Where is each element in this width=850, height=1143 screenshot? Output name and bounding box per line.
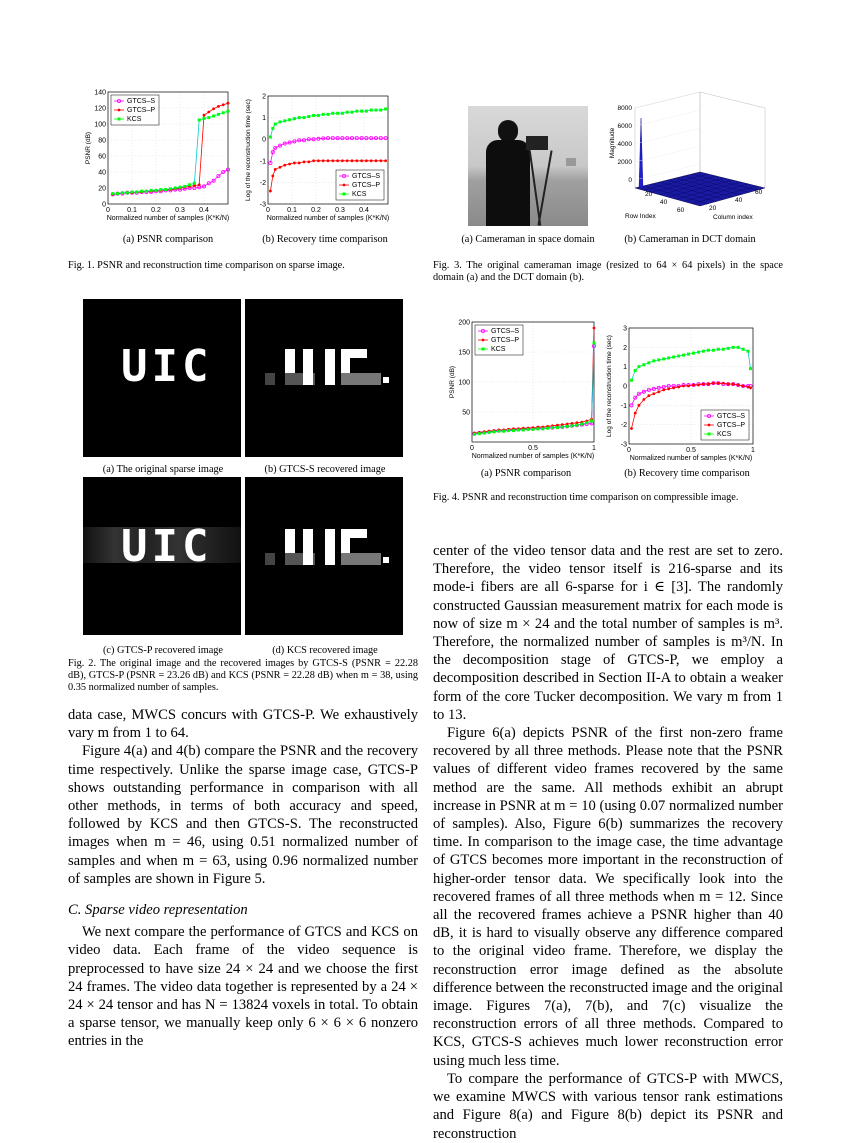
x-axis-label: Normalized number of samples (K*K/N) [106, 215, 230, 222]
y-axis-label: Log of the reconstruction time (sec) [245, 99, 252, 201]
y-tick-label: 0 [102, 201, 106, 209]
data-point [288, 118, 291, 121]
left-column [68, 706, 418, 1051]
data-point [269, 136, 272, 139]
data-point [687, 353, 690, 356]
data-point [379, 109, 382, 112]
section-heading: C. Sparse video representation [68, 902, 248, 919]
data-point [169, 187, 172, 190]
data-point [707, 383, 710, 386]
y-tick-label: 150 [458, 349, 470, 357]
y-tick-label: 0 [623, 383, 627, 391]
data-point [647, 394, 650, 397]
data-point [269, 190, 272, 193]
legend-label: KCS [491, 346, 506, 353]
data-point [742, 348, 745, 351]
data-point [303, 160, 306, 163]
legend-label: GTCS–P [717, 422, 746, 429]
z-axis-label: Magnitude [609, 127, 616, 159]
x-tick-label: 0.1 [287, 207, 297, 214]
data-point [561, 426, 564, 429]
fig3-sub-b: (b) Cameraman in DCT domain [624, 234, 756, 245]
data-point [652, 392, 655, 395]
legend-label: GTCS–P [491, 337, 520, 344]
fig4a-chart [446, 314, 604, 464]
fig1-caption: Fig. 1. PSNR and reconstruction time comparison on sparse image. [68, 260, 345, 271]
data-point [502, 430, 505, 433]
data-point [682, 354, 685, 357]
data-point [159, 188, 162, 191]
data-point [657, 358, 660, 361]
y-tick-label: -1 [620, 402, 627, 410]
data-point [293, 162, 296, 165]
data-point [637, 365, 640, 368]
gridline [635, 92, 700, 108]
y-tick-label: 200 [458, 319, 470, 327]
y-tick-label: 1 [262, 115, 266, 123]
left-paragraph-2: We next compare the performance of GTCS and KCS on video data. Each frame of the video sequence is preprocessed to have size 24 × 24 and we choose the first 24 frames. The video data together is represented by a 24 × 24 × 24 tensor and has N = 13824 voxels in total. To obtain a sparse tensor, we manually keep only 6 × 6 × 6 nonzero entries in the [68, 924, 418, 1050]
data-point [155, 189, 158, 192]
data-point [293, 117, 296, 120]
data-point [198, 183, 201, 186]
fig4b-chart [605, 314, 763, 464]
x-axis-label: Normalized number of samples (K*K/N) [471, 453, 595, 460]
data-point [717, 348, 720, 351]
x-tick-label: 0 [266, 207, 270, 214]
data-point [336, 159, 339, 162]
data-point [727, 383, 730, 386]
legend-label: KCS [352, 191, 367, 198]
y-tick-label: 140 [94, 89, 106, 97]
fig4-sub-b: (b) Recovery time comparison [624, 468, 750, 479]
data-point [517, 429, 520, 432]
data-point [336, 112, 339, 115]
legend-marker [708, 433, 711, 436]
data-point [360, 110, 363, 113]
y-tick-label: -2 [259, 179, 266, 187]
data-point [585, 421, 588, 424]
z-tick-label: 4000 [617, 141, 632, 148]
y-tick-label: 2 [623, 344, 627, 352]
fig1b-chart [245, 88, 394, 236]
data-point [174, 187, 177, 190]
x-tick-label: 1 [592, 445, 596, 452]
fig3-caption: Fig. 3. The original cameraman image (resized to 64 × 64 pixels) in the space domain (a) and the DCT domain (b). [433, 260, 783, 284]
y-tick-label: -3 [620, 441, 627, 449]
y-tick-label: 2 [262, 93, 266, 101]
legend-label: GTCS–S [352, 173, 381, 180]
data-point [512, 429, 515, 432]
data-point [712, 382, 715, 385]
data-point [652, 359, 655, 362]
data-point [384, 107, 387, 110]
data-point [687, 385, 690, 388]
x-tick-label: 0 [470, 445, 474, 452]
data-point [384, 159, 387, 162]
data-point [179, 186, 182, 189]
y-tick-label: -1 [259, 158, 266, 166]
gtcs-s-recovered-image [245, 299, 403, 457]
legend-marker [343, 184, 346, 187]
z-tick-label: 6000 [617, 123, 632, 130]
data-point [365, 110, 368, 113]
data-point [222, 111, 225, 114]
data-point [642, 363, 645, 366]
data-point [566, 425, 569, 428]
data-point [590, 420, 593, 423]
data-point [630, 427, 633, 430]
data-point [551, 426, 554, 429]
data-point [312, 114, 315, 117]
data-point [593, 327, 596, 330]
z-tick-label: 8000 [617, 105, 632, 112]
data-point [672, 387, 675, 390]
data-point [702, 350, 705, 353]
y-axis-label: PSNR (dB) [449, 365, 456, 399]
x-tick-label: 0.5 [528, 445, 538, 452]
data-point [692, 352, 695, 355]
data-point [164, 188, 167, 191]
fig2-sub-d: (d) KCS recovered image [272, 645, 378, 656]
data-point [634, 369, 637, 372]
data-point [207, 111, 210, 114]
y-tick-label: 40 [735, 197, 743, 204]
data-point [360, 159, 363, 162]
x-tick-label: 0.2 [151, 207, 161, 214]
y-tick-label: 120 [94, 105, 106, 113]
data-point [131, 191, 134, 194]
fig1-sub-b: (b) Recovery time comparison [262, 234, 388, 245]
data-point [183, 185, 186, 188]
fig2-caption: Fig. 2. The original image and the recovered images by GTCS-S (PSNR = 22.28 dB), GTCS-P (PSNR = 23.26 dB) and KCS (PSNR = 22.28 dB) when m = 38, using 0.35 normalized number of samples. [68, 658, 418, 694]
data-point [312, 159, 315, 162]
data-point [135, 191, 138, 194]
data-point [317, 114, 320, 117]
left-paragraph-1: Figure 4(a) and 4(b) compare the PSNR and the recovery time respectively. Unlike the sparse image case, GTCS-P shows outstanding performance in comparison with all other methods, in terms of both accuracy and speed, followed by KCS and then GTCS-S. The reconstructed images when m = 46, using 0.51 normalized number of samples and when m = 63, using 0.96 normalized number of samples are shown in Figure 5. [68, 743, 418, 887]
series-line-GTCS–S [474, 346, 594, 434]
legend-marker [482, 348, 485, 351]
data-point [737, 384, 740, 387]
y-tick-label: -2 [620, 422, 627, 430]
data-point [327, 113, 330, 116]
data-point [692, 384, 695, 387]
x-tick-label: 0.4 [359, 207, 369, 214]
x-axis-label: Normalized number of samples (K*K/N) [266, 215, 390, 222]
left-paragraph-0: data case, MWCS concurs with GTCS-P. We exhaustively vary m from 1 to 64. [68, 707, 418, 742]
data-point [307, 160, 310, 163]
data-point [662, 357, 665, 360]
y-axis-label: PSNR (dB) [85, 131, 92, 165]
data-point [379, 159, 382, 162]
data-point [279, 120, 282, 123]
y-tick-label: 50 [462, 409, 470, 417]
kcs-recovered-image [245, 477, 403, 635]
data-point [227, 102, 230, 105]
z-tick-label: 0 [628, 177, 632, 184]
data-point [747, 350, 750, 353]
data-point [145, 190, 148, 193]
data-point [657, 390, 660, 393]
data-point [702, 383, 705, 386]
legend-marker [482, 339, 485, 342]
data-point [712, 349, 715, 352]
data-point [541, 427, 544, 430]
data-point [375, 159, 378, 162]
data-point [749, 367, 752, 370]
data-point [575, 424, 578, 427]
data-point [341, 112, 344, 115]
x-tick-label: 0.1 [127, 207, 137, 214]
data-point [630, 379, 633, 382]
legend-marker [118, 118, 121, 121]
data-point [307, 115, 310, 118]
x-tick-label: 0.3 [335, 207, 345, 214]
y-tick-label: 0 [262, 136, 266, 144]
fig3-sub-a: (a) Cameraman in space domain [461, 234, 595, 245]
data-point [478, 432, 481, 435]
data-point [682, 385, 685, 388]
data-point [532, 428, 535, 431]
data-point [697, 384, 700, 387]
data-point [126, 191, 129, 194]
x-axis-label: Row Index [625, 213, 656, 220]
data-point [116, 192, 119, 195]
data-point [536, 427, 539, 430]
side-wall [700, 92, 765, 188]
data-point [331, 112, 334, 115]
data-point [722, 382, 725, 385]
data-point [497, 430, 500, 433]
y-tick-label: 3 [623, 325, 627, 333]
x-tick-label: 0 [106, 207, 110, 214]
data-point [527, 428, 530, 431]
dc-spike [639, 118, 643, 188]
data-point [571, 424, 574, 427]
data-point [662, 388, 665, 391]
data-point [150, 189, 153, 192]
data-point [370, 109, 373, 112]
data-point [288, 163, 291, 166]
right-paragraph-1: Figure 6(a) depicts PSNR of the first non-zero frame recovered by all three methods. Please note that the PSNR values of different video frames recovered by the same method are the same. All methods exhibit an abrupt increase in PSNR at m = 10 (using 0.07 normalized number of samples). Also, Figure 6(b) summarizes the recovery time. In comparison to the image case, the time advantage of GTCS becomes more important in the reconstruction of higher-order tensor data. We specifically look into the recovered frames of all three methods when m = 12. Since all the recovered frames achieve a PSNR higher than 40 dB, it is hard to visually observe any difference compared to the original video frame. Therefore, we display the reconstruction error image defined as the absolute difference between the reconstructed image and the original image. Figures 7(a), 7(b), and 7(c) visualize the reconstruction errors of all three methods. Compared to KCS, GTCS-S achieves much lower reconstruction error using much less time. [433, 725, 783, 1069]
data-point [298, 116, 301, 119]
legend-label: KCS [127, 116, 142, 123]
back-wall [635, 92, 700, 188]
y-tick-label: 80 [98, 137, 106, 145]
x-tick-label: 0.5 [686, 447, 696, 454]
fig2-sub-c: (c) GTCS-P recovered image [103, 645, 223, 656]
z-tick-label: 2000 [617, 159, 632, 166]
data-point [283, 164, 286, 167]
legend-marker [708, 424, 711, 427]
data-point [507, 429, 510, 432]
data-point [298, 162, 301, 165]
data-point [212, 107, 215, 110]
fig4-sub-a: (a) PSNR comparison [480, 468, 572, 479]
data-point [638, 404, 641, 407]
data-point [488, 431, 491, 434]
uic-glyph: UIC [121, 341, 213, 392]
y-axis-label: Column index [713, 214, 753, 221]
data-point [749, 387, 752, 390]
data-point [483, 432, 486, 435]
data-point [222, 103, 225, 106]
data-point [722, 348, 725, 351]
data-point [217, 105, 220, 108]
legend-label: GTCS–P [127, 107, 156, 114]
x-tick-label: 1 [751, 447, 755, 454]
legend-label: KCS [717, 431, 732, 438]
data-point [732, 346, 735, 349]
data-point [203, 117, 206, 120]
data-point [580, 423, 583, 426]
y-tick-label: -3 [259, 201, 266, 209]
x-axis-label: Normalized number of samples (K*K/N) [629, 455, 753, 462]
y-tick-label: 60 [755, 189, 763, 196]
data-point [346, 159, 349, 162]
y-tick-label: 20 [98, 185, 106, 193]
fig4-caption: Fig. 4. PSNR and reconstruction time comparison on compressible image. [433, 492, 739, 503]
gridline [635, 146, 700, 162]
data-point [203, 114, 206, 117]
data-point [331, 159, 334, 162]
uic-glyph-blur: UIC [121, 521, 213, 572]
data-point [717, 382, 720, 385]
y-tick-label: 100 [94, 121, 106, 129]
original-sparse-image [83, 299, 241, 457]
series-line-KCS [474, 343, 594, 434]
fig1-sub-a: (a) PSNR comparison [122, 234, 214, 245]
x-tick-label: 0.4 [199, 207, 209, 214]
legend-label: GTCS–S [717, 413, 746, 420]
gridline [635, 110, 700, 126]
data-point [322, 113, 325, 116]
data-point [355, 110, 358, 113]
data-point [556, 426, 559, 429]
data-point [188, 183, 191, 186]
data-point [351, 111, 354, 114]
data-point [271, 127, 274, 130]
right-paragraph-2: To compare the performance of GTCS-P with MWCS, we examine MWCS with various tensor rank estimations and Figure 8(a) and Figure 8(b) depict its PSNR and reconstruction [433, 1070, 783, 1142]
data-point [742, 385, 745, 388]
series-line-GTCS–S [270, 138, 385, 163]
data-point [341, 159, 344, 162]
data-point [473, 433, 476, 436]
data-point [274, 123, 277, 126]
data-point [546, 427, 549, 430]
data-point [198, 119, 201, 122]
x-tick-label: 20 [645, 191, 653, 198]
y-tick-label: 60 [98, 153, 106, 161]
data-point [667, 356, 670, 359]
data-point [727, 347, 730, 350]
gtcs-p-recovered-image [83, 477, 241, 635]
data-point [121, 191, 124, 194]
cameraman-image [468, 106, 588, 226]
data-point [672, 356, 675, 359]
x-tick-label: 0.2 [311, 207, 321, 214]
data-point [283, 119, 286, 122]
fig1a-chart [78, 88, 236, 236]
right-paragraph-0: center of the video tensor data and the rest are set to zero. Therefore, the video tensor itself is 216-sparse and its mode-i fibers are all 6-sparse for i ∈ [3]. The randomly constructed Gaussian measurement matrix for each mode is now of size m × 24 and the total number of samples is m³. Therefore, the normalized number of samples is m³/N. In the decomposition stage of GTCS-P, we employ a decomposition described in Section II-A to obtain a weaker form of the core Tucker decomposition. We vary m from 1 to 13. [433, 543, 783, 723]
y-tick-label: 1 [623, 364, 627, 372]
data-point [593, 342, 596, 345]
data-point [227, 110, 230, 113]
data-point [375, 109, 378, 112]
legend-marker [343, 193, 346, 196]
data-point [642, 398, 645, 401]
x-tick-label: 0.3 [175, 207, 185, 214]
data-point [274, 168, 277, 171]
data-point [317, 159, 320, 162]
data-point [279, 166, 282, 169]
fig2-sub-b: (b) GTCS-S recovered image [264, 464, 386, 475]
data-point [207, 116, 210, 119]
legend-label: GTCS–S [127, 98, 156, 105]
data-point [322, 159, 325, 162]
y-tick-label: 100 [458, 379, 470, 387]
y-tick-label: 40 [98, 169, 106, 177]
data-point [140, 190, 143, 193]
legend-label: GTCS–S [491, 328, 520, 335]
data-point [365, 159, 368, 162]
x-tick-label: 40 [660, 199, 668, 206]
data-point [193, 182, 196, 185]
legend-label: GTCS–P [352, 182, 381, 189]
data-point [111, 192, 114, 195]
data-point [747, 386, 750, 389]
x-tick-label: 60 [677, 207, 685, 214]
data-point [522, 429, 525, 432]
fig2-sub-a: (a) The original sparse image [102, 464, 224, 475]
right-column [433, 542, 783, 1143]
data-point [677, 386, 680, 389]
gridline [635, 128, 700, 144]
y-tick-label: 20 [709, 205, 717, 212]
data-point [303, 116, 306, 119]
data-point [212, 115, 215, 118]
data-point [677, 355, 680, 358]
fig3b-dct-surface [605, 88, 775, 233]
data-point [355, 159, 358, 162]
data-point [697, 351, 700, 354]
x-tick-label: 0 [627, 447, 631, 454]
data-point [634, 412, 637, 415]
data-point [737, 346, 740, 349]
data-point [346, 111, 349, 114]
data-point [370, 159, 373, 162]
y-axis-label: Log of the reconstruction time (sec) [606, 335, 613, 437]
data-point [271, 175, 274, 178]
data-point [327, 159, 330, 162]
data-point [492, 430, 495, 433]
data-point [667, 388, 670, 391]
data-point [351, 159, 354, 162]
data-point [647, 361, 650, 364]
data-point [732, 383, 735, 386]
data-point [217, 113, 220, 116]
data-point [707, 349, 710, 352]
legend-marker [118, 109, 121, 112]
